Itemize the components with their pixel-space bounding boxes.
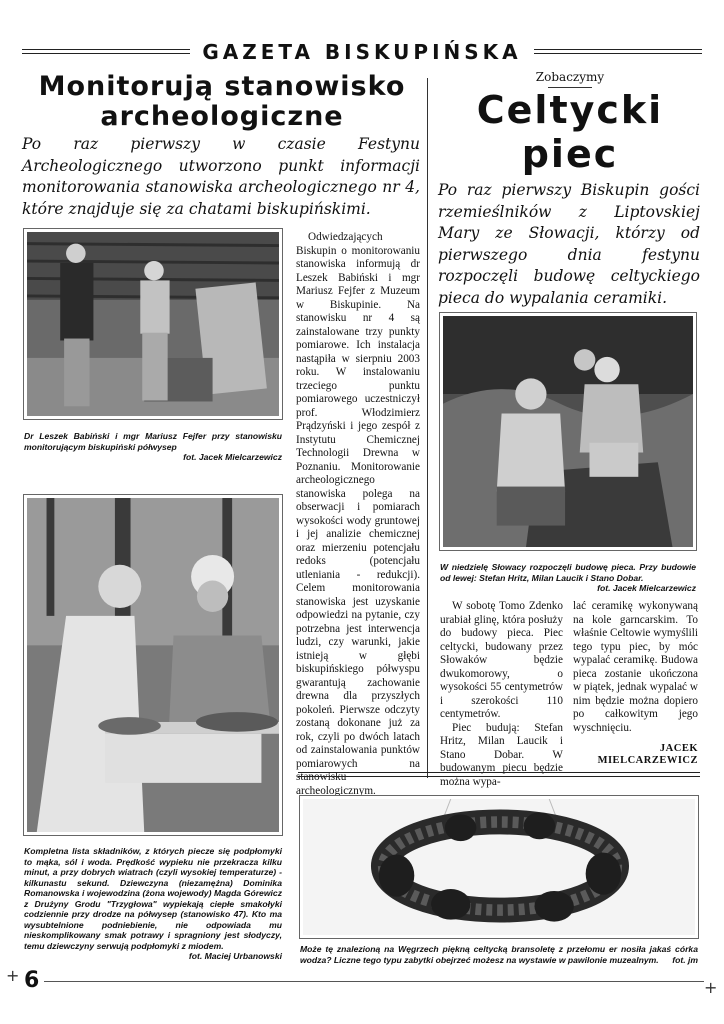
photo1-caption — [24, 431, 282, 463]
right-headline — [438, 88, 702, 176]
right-body-col1-p1: W sobotę Tomo Zdenko urabiał glinę, która posłuży do budowy pieca. Piec celtycki, budowany przez Słowaków będzie dwukomorowy, o wysokości 55 centymetrów i szerokości 110 centymetrów. — [440, 600, 563, 720]
photo1-credit: fot. Jacek Mielcarzewicz — [183, 452, 282, 462]
photo-monitoring-station — [24, 229, 282, 419]
right-signature-line2: MIELCARZEWICZ — [597, 755, 698, 766]
right-lead: Po raz pierwszy Biskupin gości rzemieślników z Liptovskiej Mary ze Słowacji, którzy od pierwszego dnia festynu rozpoczęli budowę celtyckiego pieca do wypalania ceramiki. — [438, 181, 700, 307]
left-body — [296, 231, 420, 824]
bottom-caption-text: Może tę znalezioną na Węgrzech piękną celtycką bransoletę z przełomu er nosiła jakaś córka wodza? Liczne tego typu zabytki obejrzeć możesz na wystawie w pawilonie muzealnym. — [300, 944, 698, 965]
photo-celtic-bracelet — [300, 796, 698, 938]
bottom-caption — [300, 944, 698, 965]
crop-mark-right: + — [704, 978, 718, 997]
photo2-credit: fot. Maciej Urbanowski — [188, 951, 282, 961]
right-kicker: Zobaczymy — [535, 70, 605, 84]
photo3-caption — [440, 562, 696, 594]
bottom-credit: fot. jm — [672, 954, 698, 965]
masthead: GAZETA BISKUPIŃSKA — [202, 40, 522, 64]
right-signature — [573, 743, 698, 767]
left-lead: Po raz pierwszy w czasie Festynu Archeologicznego utworzono punkt informacji monitorowania stanowiska archeologicznego nr 4, które znajduje się za chatami biskupińskimi. — [22, 135, 420, 218]
photo1-caption-text: Dr Leszek Babiński i mgr Mariusz Fejfer przy stanowisku monitorującym biskupiński półwysep — [24, 431, 282, 452]
page-number: 6 — [24, 968, 40, 993]
photo-celtic-oven-builders — [440, 313, 696, 550]
photo3-caption-text: W niedzielę Słowacy rozpoczęli budowę pieca. Przy budowie od lewej: Stefan Hritz, Milan Laucik i Stano Dobar. — [440, 562, 696, 583]
left-body-text: Odwiedzających Biskupin o monitorowaniu stanowiska informują dr Leszek Babiński i mgr Mariusz Fejfer z Muzeum w Biskupinie. Na stanowisku nr 4 są zainstalowane trzy punkty pomiarowe. Ich instalacja nastąpiła w sierpniu 2003 roku. W instalowaniu trzeciego punktu pomiarowego uczestniczył prof. Włodzimierz Prądzyński i jego zespół z Instytutu Chemicznej Technologii Drewna w Poznaniu. Monitorowanie archeologicznego stanowiska polega na obserwacji i pomiarach wysokości wody gruntowej i jej analizie chemicznej oraz mierzeniu potencjału redoks (potencjału utleniania - redukcji). Celem monitorowania stanowiska jest uzyskanie odpowiedzi na pytanie, czy potrzebna jest interwencja ludzi, czy warunki, jakie istnieją w głębi biskupińskiego półwyspu gwarantują zachowanie drewna dla przyszłych pokoleń. Pierwsze odczyty zostaną dokonane już za rok, czyli po dwóch latach od zainstalowania punktów pomiarowych na stanowisku archeologicznym. — [296, 231, 420, 797]
photo-flatbread-baking — [24, 495, 282, 835]
right-headline-line2: piec — [521, 132, 619, 176]
left-headline-line1: Monitorują stanowisko — [38, 71, 406, 102]
left-headline — [22, 72, 422, 132]
left-headline-line2: archeologiczne — [100, 101, 344, 132]
photo2-caption — [24, 846, 282, 962]
right-headline-line1: Celtycki — [476, 88, 664, 132]
right-body-col1-p2: Piec budują: Stefan Hritz, Milan Laucik i Stano Dobar. W budowanym piecu będzie można wypa- — [440, 721, 563, 788]
crop-mark-left: + — [6, 966, 20, 985]
right-body-col2-p1: lać ceramikę wykonywaną na kole garncarskim. To właśnie Celtowie wymyślili tego typu piec, by móc wypalać ceramikę. Budowa pieca zostanie ukończona w piątek, jednak wypalać w nim będzie można dopiero po całkowitym jego wyschnięciu. — [573, 600, 698, 734]
photo3-credit: fot. Jacek Mielcarzewicz — [597, 583, 696, 593]
right-body-col1 — [440, 600, 563, 789]
right-signature-line1: JACEK — [659, 743, 698, 754]
right-body-col2 — [573, 600, 698, 767]
photo2-caption-text: Kompletna lista składników, z których piecze się podpłomyki to mąka, sól i woda. Prędkość wypieku nie przekracza kilku minut, a przy dobrych wiatrach (czyli wysokiej temperaturze) - kilkunastu sekund. Dziewczyna (niezamężna) Dominika Romanowska i wojewodzina (żona wojewody) Magda Górewicz z Drużyny Grodu "Trzygłowa" wypiekają ciepłe smakołyki codziennie przy drodze na półwysep (stanowisko 47). Kto ma wysubtelnione podniebienie, nie odpowiada mu nieskomplikowany smak potrawy i spragniony jest słodyczy, temu dziewczyny serwują podpłomyki z miodem. — [24, 846, 282, 951]
